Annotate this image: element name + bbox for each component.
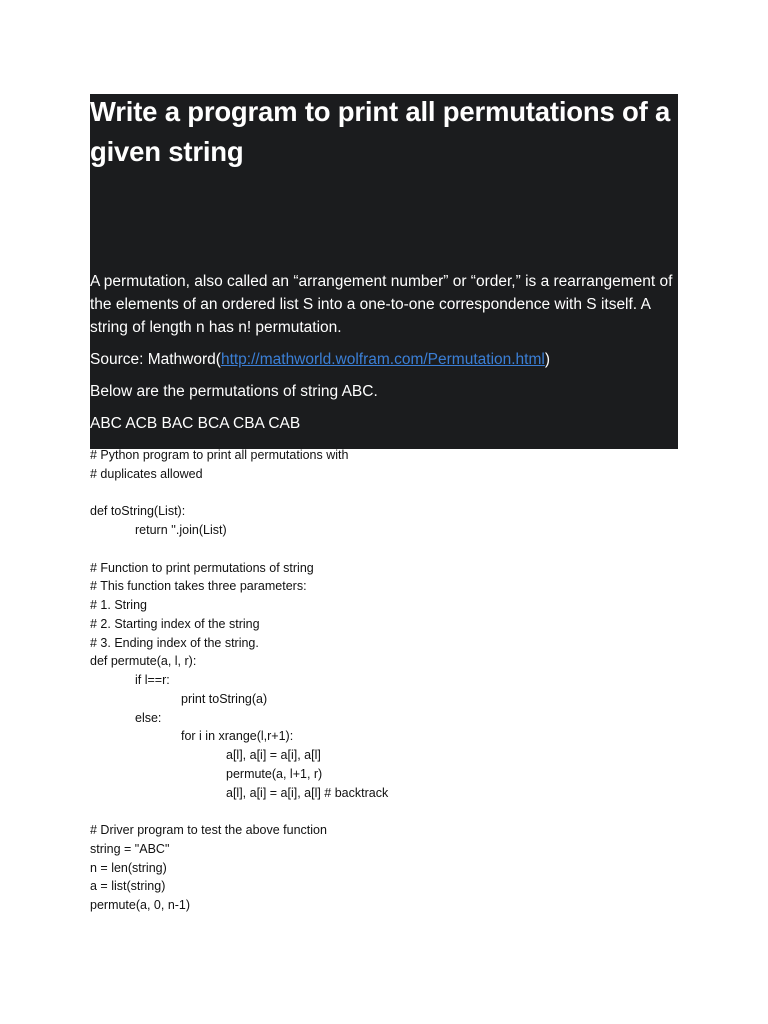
code-line: # Python program to print all permutations with <box>90 448 349 462</box>
code-line: else: <box>135 710 162 725</box>
code-line <box>90 540 690 559</box>
code-block <box>90 446 690 915</box>
code-line: a = list(string) <box>90 879 166 894</box>
code-line: return ''.join(List) <box>135 523 227 537</box>
intro-section <box>90 270 678 435</box>
code-line: print toString(a) <box>181 691 268 706</box>
code-line: # Driver program to test the above function <box>90 823 327 837</box>
source-prefix: Source: Mathword( <box>90 351 221 368</box>
page-title: Write a program to print all permutations of a given string <box>90 96 671 167</box>
code-line: if l==r: <box>135 673 170 687</box>
code-line: # This function takes three parameters: <box>90 579 307 594</box>
code-line: def permute(a, l, r): <box>90 654 197 669</box>
permutations-list: ABC ACB BAC BCA CBA CAB <box>90 415 301 432</box>
code-line: a[l], a[i] = a[i], a[l] <box>226 748 321 762</box>
code-line <box>90 802 690 821</box>
code-line: string = "ABC" <box>90 841 170 856</box>
code-line: for i in xrange(l,r+1): <box>181 729 294 744</box>
code-line: permute(a, 0, n-1) <box>90 898 191 912</box>
code-line: def toString(List): <box>90 504 186 519</box>
below-text: Below are the permutations of string ABC. <box>90 383 378 400</box>
code-line: # Function to print permutations of string <box>90 560 314 575</box>
source-line <box>90 348 678 371</box>
intro-paragraph: A permutation, also called an “arrangement number” or “order,” is a rearrangement of the elements of an ordered list S into a one-to-one correspondence with S itself. A string of length n has n! permutation. <box>90 273 673 336</box>
source-suffix: ) <box>544 351 551 368</box>
code-line: # duplicates allowed <box>90 466 203 481</box>
source-link[interactable]: http://mathworld.wolfram.com/Permutation.html <box>220 351 545 368</box>
code-line: # 3. Ending index of the string. <box>90 635 259 650</box>
code-line: # 1. String <box>90 598 147 612</box>
code-line: n = len(string) <box>90 860 167 875</box>
code-line: permute(a, l+1, r) <box>226 766 323 781</box>
code-line: # 2. Starting index of the string <box>90 616 260 631</box>
code-line: a[l], a[i] = a[i], a[l] # backtrack <box>226 785 389 800</box>
code-line <box>90 484 690 503</box>
